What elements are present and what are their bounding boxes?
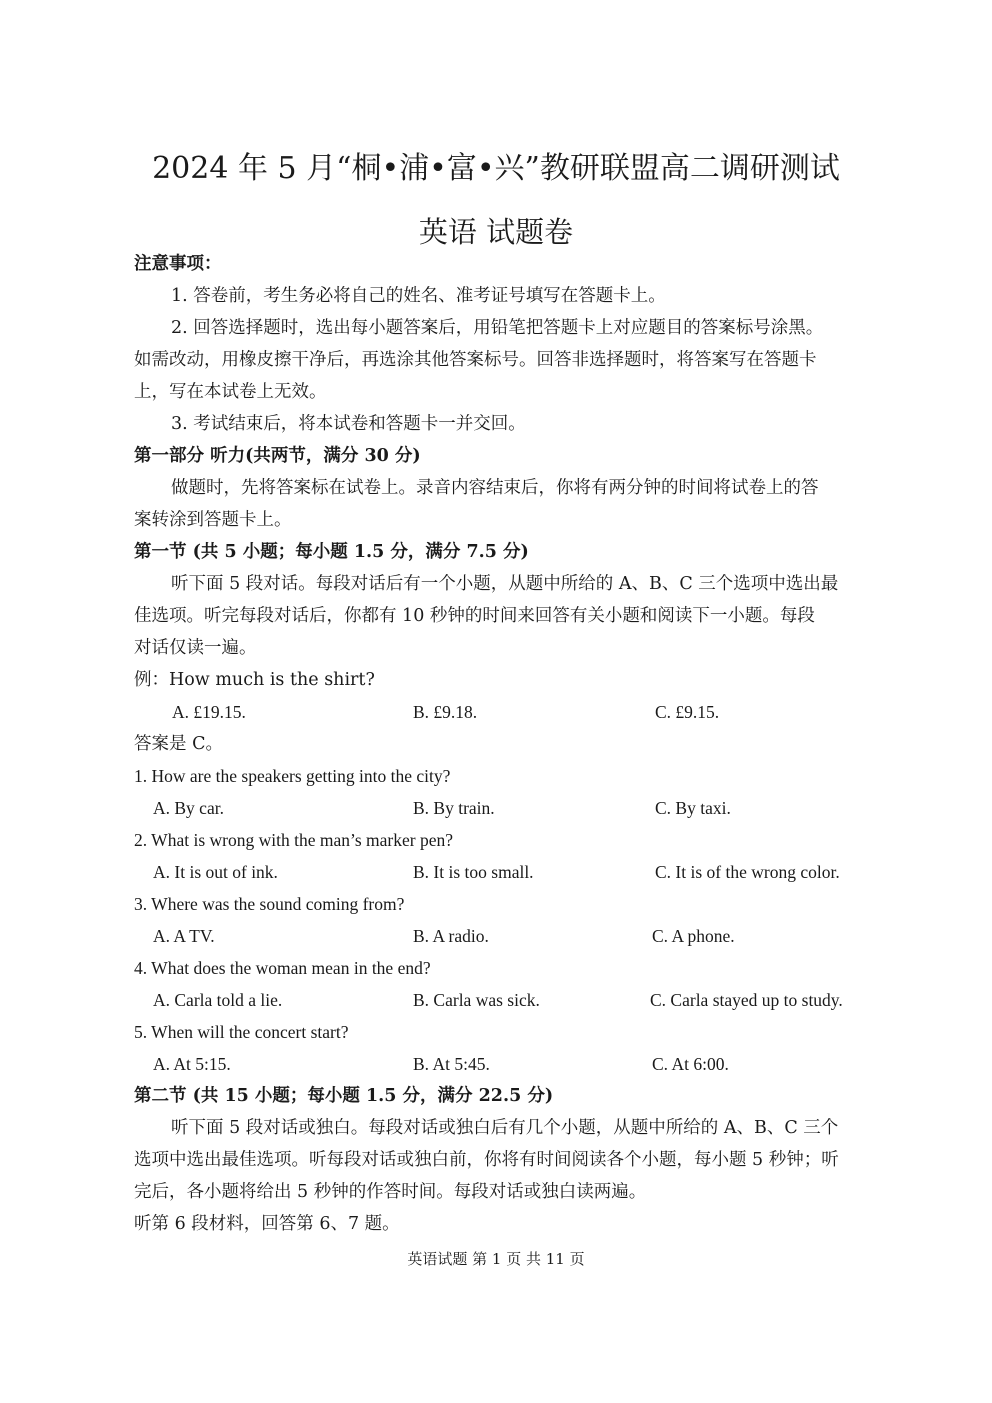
notice-line-5: 3. 考试结束后，将本试卷和答题卡一并交回。	[171, 414, 526, 434]
q2-option-b: B. It is too small.	[413, 862, 534, 882]
example-option-a: A. £19.15.	[172, 702, 246, 722]
q4-option-b: B. Carla was sick.	[413, 990, 540, 1010]
section1-line-1: 听下面 5 段对话。每段对话后有一个小题，从题中所给的 A、B、C 三个选项中选出最	[171, 574, 839, 594]
section2-line-4: 听第 6 段材料，回答第 6、7 题。	[134, 1214, 400, 1234]
q1-option-c: C. By taxi.	[655, 798, 731, 818]
notice-line-4: 上，写在本试卷上无效。	[134, 382, 327, 402]
q4-option-c: C. Carla stayed up to study.	[650, 990, 843, 1010]
q1-option-a: A. By car.	[153, 798, 224, 818]
part1-line-1: 做题时，先将答案标在试卷上。录音内容结束后，你将有两分钟的时间将试卷上的答	[171, 478, 819, 498]
notice-line-3: 如需改动，用橡皮擦干净后，再选涂其他答案标号。回答非选择题时，将答案写在答题卡	[134, 350, 817, 370]
question-4: 4. What does the woman mean in the end?	[134, 958, 431, 978]
q3-option-a: A. A TV.	[153, 926, 215, 946]
example-option-c: C. £9.15.	[655, 702, 720, 722]
exam-subtitle: 英语 试题卷	[418, 215, 574, 249]
page-footer: 英语试题 第 1 页 共 11 页	[407, 1250, 585, 1268]
q5-option-b: B. At 5:45.	[413, 1054, 490, 1074]
exam-title: 2024 年 5 月“桐•浦•富•兴”教研联盟高二调研测试	[152, 151, 840, 186]
section2-line-3: 完后，各小题将给出 5 秒钟的作答时间。每段对话或独白读两遍。	[134, 1182, 647, 1202]
section1-line-3: 对话仅读一遍。	[134, 638, 257, 658]
q1-option-b: B. By train.	[413, 798, 495, 818]
q2-option-a: A. It is out of ink.	[153, 862, 278, 882]
section2-line-1: 听下面 5 段对话或独白。每段对话或独白后有几个小题，从题中所给的 A、B、C 三个	[171, 1118, 839, 1138]
question-1: 1. How are the speakers getting into the city?	[134, 766, 451, 786]
section1-heading: 第一节 (共 5 小题；每小题 1.5 分，满分 7.5 分)	[134, 542, 529, 562]
example-answer: 答案是 C。	[134, 734, 223, 754]
notice-line-2: 2. 回答选择题时，选出每小题答案后，用铅笔把答题卡上对应题目的答案标号涂黑。	[171, 318, 824, 338]
question-2: 2. What is wrong with the man’s marker pen?	[134, 830, 453, 850]
q5-option-a: A. At 5:15.	[153, 1054, 231, 1074]
section2-line-2: 选项中选出最佳选项。听每段对话或独白前，你将有时间阅读各个小题，每小题 5 秒钟；听	[134, 1150, 839, 1170]
section1-line-2: 佳选项。听完每段对话后，你都有 10 秒钟的时间来回答有关小题和阅读下一小题。每段	[134, 606, 815, 626]
part1-line-2: 案转涂到答题卡上。	[134, 510, 292, 530]
question-3: 3. Where was the sound coming from?	[134, 894, 405, 914]
example-option-b: B. £9.18.	[413, 702, 478, 722]
part1-heading: 第一部分 听力(共两节，满分 30 分)	[134, 446, 421, 466]
q4-option-a: A. Carla told a lie.	[153, 990, 283, 1010]
q3-option-c: C. A phone.	[652, 926, 735, 946]
notice-heading: 注意事项：	[134, 254, 222, 274]
q3-option-b: B. A radio.	[413, 926, 489, 946]
question-5: 5. When will the concert start?	[134, 1022, 349, 1042]
section2-heading: 第二节 (共 15 小题；每小题 1.5 分，满分 22.5 分)	[134, 1086, 554, 1106]
notice-line-1: 1. 答卷前，考生务必将自己的姓名、准考证号填写在答题卡上。	[171, 286, 666, 306]
q2-option-c: C. It is of the wrong color.	[655, 862, 840, 882]
example-question: 例：How much is the shirt?	[134, 670, 375, 690]
q5-option-c: C. At 6:00.	[652, 1054, 729, 1074]
